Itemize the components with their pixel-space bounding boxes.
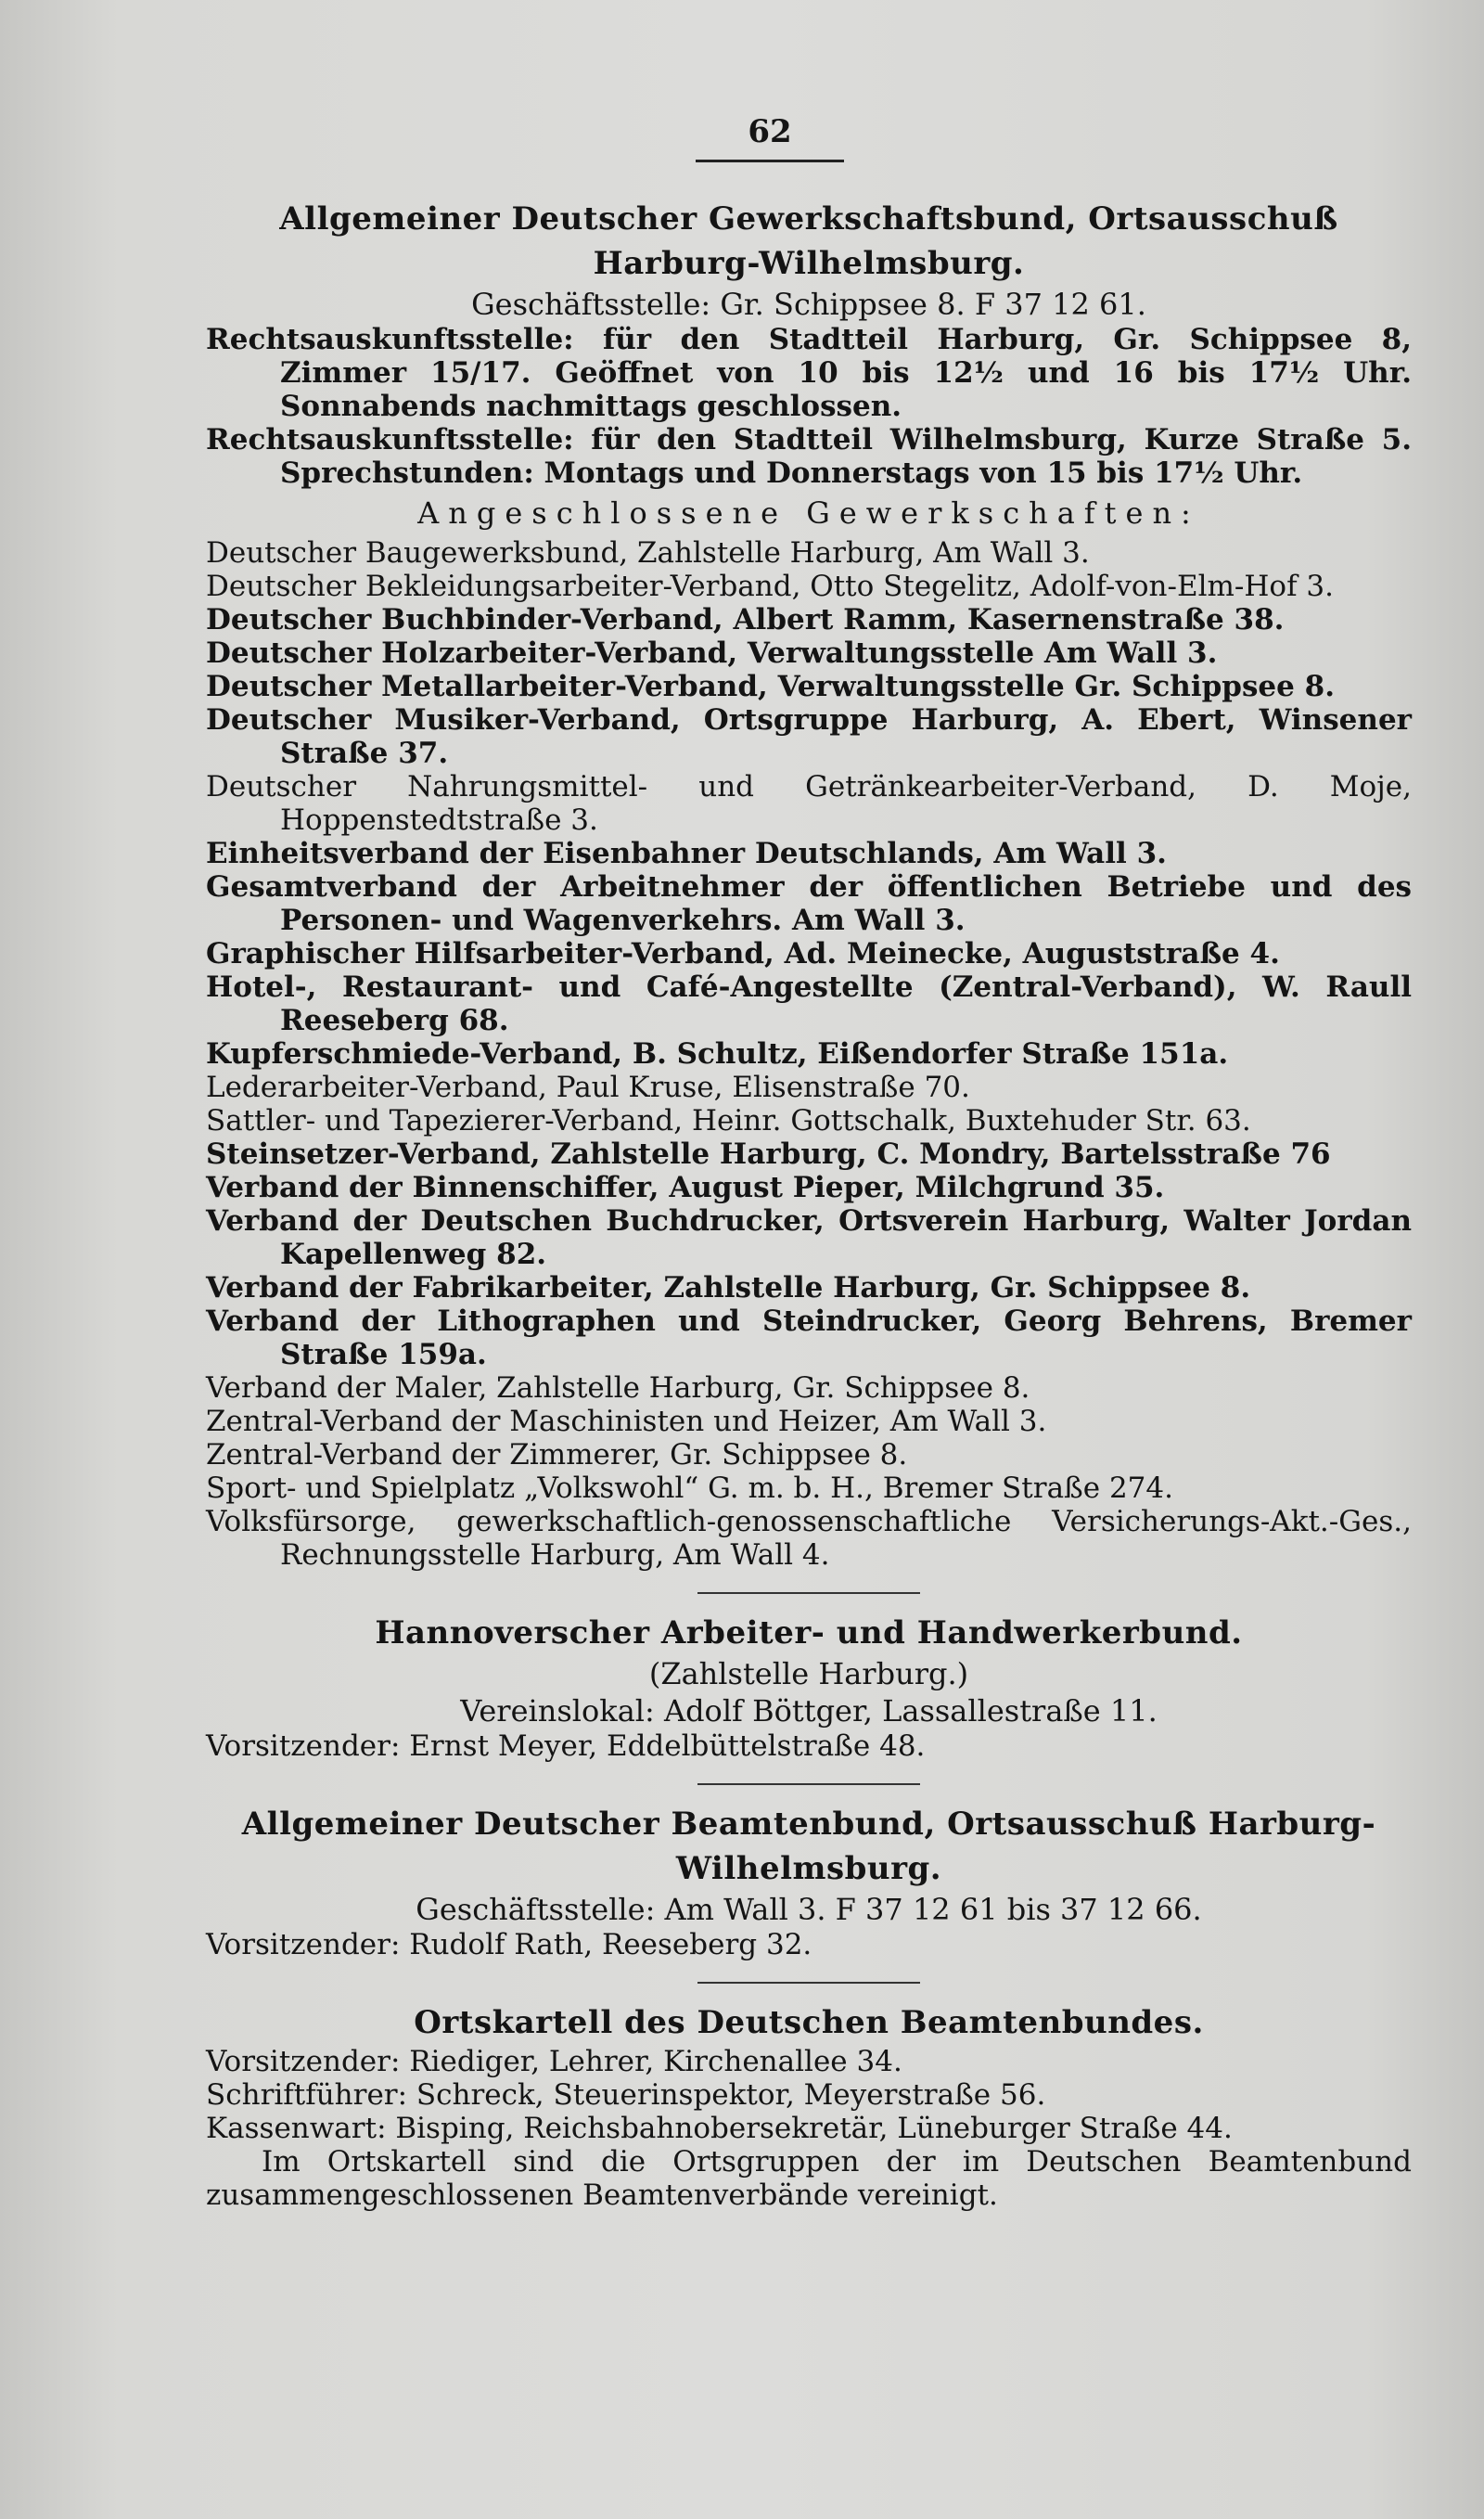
section-beamtenbund	[206, 1802, 1412, 1961]
union-entry: Lederarbeiter-Verband, Paul Kruse, Elisenstraße 70.	[206, 1071, 970, 1104]
page-content	[206, 197, 1412, 2212]
secretary: Schriftführer: Schreck, Steuerinspektor, Meyerstraße 56.	[206, 2078, 1046, 2112]
union-entry: Kupferschmiede-Verband, B. Schultz, Eißendorfer Straße 151a.	[206, 1037, 1229, 1071]
union-entry: Volksfürsorge, gewerkschaftlich-genossenschaftliche Versicherungs-Akt.-Ges., Rechnungsstelle Harburg, Am Wall 4.	[206, 1505, 1412, 1572]
unions-subheading: Angeschlossene Gewerkschaften:	[417, 495, 1200, 531]
union-entry: Deutscher Metallarbeiter-Verband, Verwaltungsstelle Gr. Schippsee 8.	[206, 670, 1336, 703]
union-entry: Zentral-Verband der Zimmerer, Gr. Schippsee 8.	[206, 1438, 908, 1472]
union-entry: Deutscher Bekleidungsarbeiter-Verband, Otto Stegelitz, Adolf-von-Elm-Hof 3.	[206, 570, 1334, 603]
section-hannover-bund	[206, 1611, 1412, 1763]
union-entry: Verband der Maler, Zahlstelle Harburg, Gr. Schippsee 8.	[206, 1371, 1030, 1405]
chairperson: Vorsitzender: Ernst Meyer, Eddelbüttelstraße 48.	[206, 1729, 926, 1763]
section-divider	[697, 1592, 920, 1594]
union-entry: Deutscher Buchbinder-Verband, Albert Ramm, Kasernenstraße 38.	[206, 603, 1285, 636]
legal-office-wilhelmsburg: Rechtsauskunftsstelle: für den Stadtteil Wilhelmsburg, Kurze Straße 5. Sprechstunden: Montags und Donnerstags von 15 bis 17½ Uhr.	[206, 423, 1412, 490]
union-entry: Verband der Binnenschiffer, August Pieper, Milchgrund 35.	[206, 1171, 1165, 1204]
legal-office-harburg: Rechtsauskunftsstelle: für den Stadtteil Harburg, Gr. Schippsee 8, Zimmer 15/17. Geöffnet von 10 bis 12½ und 16 bis 17½ Uhr. Sonnabends nachmittags geschlossen.	[206, 323, 1412, 423]
union-entry: Deutscher Baugewerksbund, Zahlstelle Harburg, Am Wall 3.	[206, 536, 1090, 570]
union-entry: Sport- und Spielplatz „Volkswohl“ G. m. b. H., Bremer Straße 274.	[206, 1472, 1173, 1505]
section-heading: Allgemeiner Deutscher Beamtenbund, Ortsausschuß Harburg-Wilhelmsburg.	[241, 1806, 1376, 1887]
office-address: Geschäftsstelle: Gr. Schippsee 8. F 37 12 61.	[471, 287, 1146, 322]
union-list	[206, 536, 1412, 1572]
section-ortskartell	[206, 2000, 1412, 2212]
chairperson: Vorsitzender: Rudolf Rath, Reeseberg 32.	[206, 1928, 812, 1961]
section-adgb	[206, 197, 1412, 1572]
union-entry: Verband der Deutschen Buchdrucker, Ortsverein Harburg, Walter Jordan Kapellenweg 82.	[206, 1204, 1412, 1271]
union-entry: Deutscher Nahrungsmittel- und Getränkearbeiter-Verband, D. Moje, Hoppenstedtstraße 3.	[206, 770, 1412, 837]
section-heading: Hannoverscher Arbeiter- und Handwerkerbund.	[375, 1614, 1243, 1651]
chairperson: Vorsitzender: Riediger, Lehrer, Kirchenallee 34.	[206, 2045, 902, 2078]
page-number-rule	[696, 160, 844, 162]
union-entry: Sattler- und Tapezierer-Verband, Heinr. Gottschalk, Buxtehuder Str. 63.	[206, 1104, 1251, 1137]
union-entry: Verband der Fabrikarbeiter, Zahlstelle Harburg, Gr. Schippsee 8.	[206, 1271, 1251, 1304]
section-heading-continued: Harburg-Wilhelmsburg.	[593, 245, 1025, 282]
section-divider	[697, 1783, 920, 1785]
union-entry: Hotel-, Restaurant- und Café-Angestellte (Zentral-Verband), W. Raull Reeseberg 68.	[206, 970, 1412, 1037]
page-number: 62	[748, 113, 792, 150]
venue: Vereinslokal: Adolf Böttger, Lassallestraße 11.	[460, 1693, 1158, 1729]
union-entry: Deutscher Holzarbeiter-Verband, Verwaltungsstelle Am Wall 3.	[206, 636, 1218, 670]
union-entry: Zentral-Verband der Maschinisten und Heizer, Am Wall 3.	[206, 1405, 1047, 1438]
closing-note: Im Ortskartell sind die Ortsgruppen der im Deutschen Beamtenbund zusammengeschlossenen Beamtenverbände vereinigt.	[206, 2145, 1412, 2212]
union-entry: Steinsetzer-Verband, Zahlstelle Harburg, C. Mondry, Bartelsstraße 76	[206, 1137, 1331, 1171]
section-subheading: (Zahlstelle Harburg.)	[648, 1656, 969, 1691]
section-divider	[697, 1982, 920, 1984]
office-address: Geschäftsstelle: Am Wall 3. F 37 12 61 bis 37 12 66.	[416, 1892, 1202, 1927]
treasurer: Kassenwart: Bisping, Reichsbahnobersekretär, Lüneburger Straße 44.	[206, 2112, 1233, 2145]
section-heading: Ortskartell des Deutschen Beamtenbundes.	[414, 2004, 1204, 2041]
union-entry: Deutscher Musiker-Verband, Ortsgruppe Harburg, A. Ebert, Winsener Straße 37.	[206, 703, 1412, 770]
union-entry: Einheitsverband der Eisenbahner Deutschlands, Am Wall 3.	[206, 837, 1167, 870]
union-entry: Graphischer Hilfsarbeiter-Verband, Ad. Meinecke, Auguststraße 4.	[206, 937, 1280, 970]
union-entry: Gesamtverband der Arbeitnehmer der öffentlichen Betriebe und des Personen- und Wagenverkehrs. Am Wall 3.	[206, 870, 1412, 937]
union-entry: Verband der Lithographen und Steindrucker, Georg Behrens, Bremer Straße 159a.	[206, 1304, 1412, 1371]
section-heading: Allgemeiner Deutscher Gewerkschaftsbund, Ortsausschuß	[279, 200, 1338, 238]
